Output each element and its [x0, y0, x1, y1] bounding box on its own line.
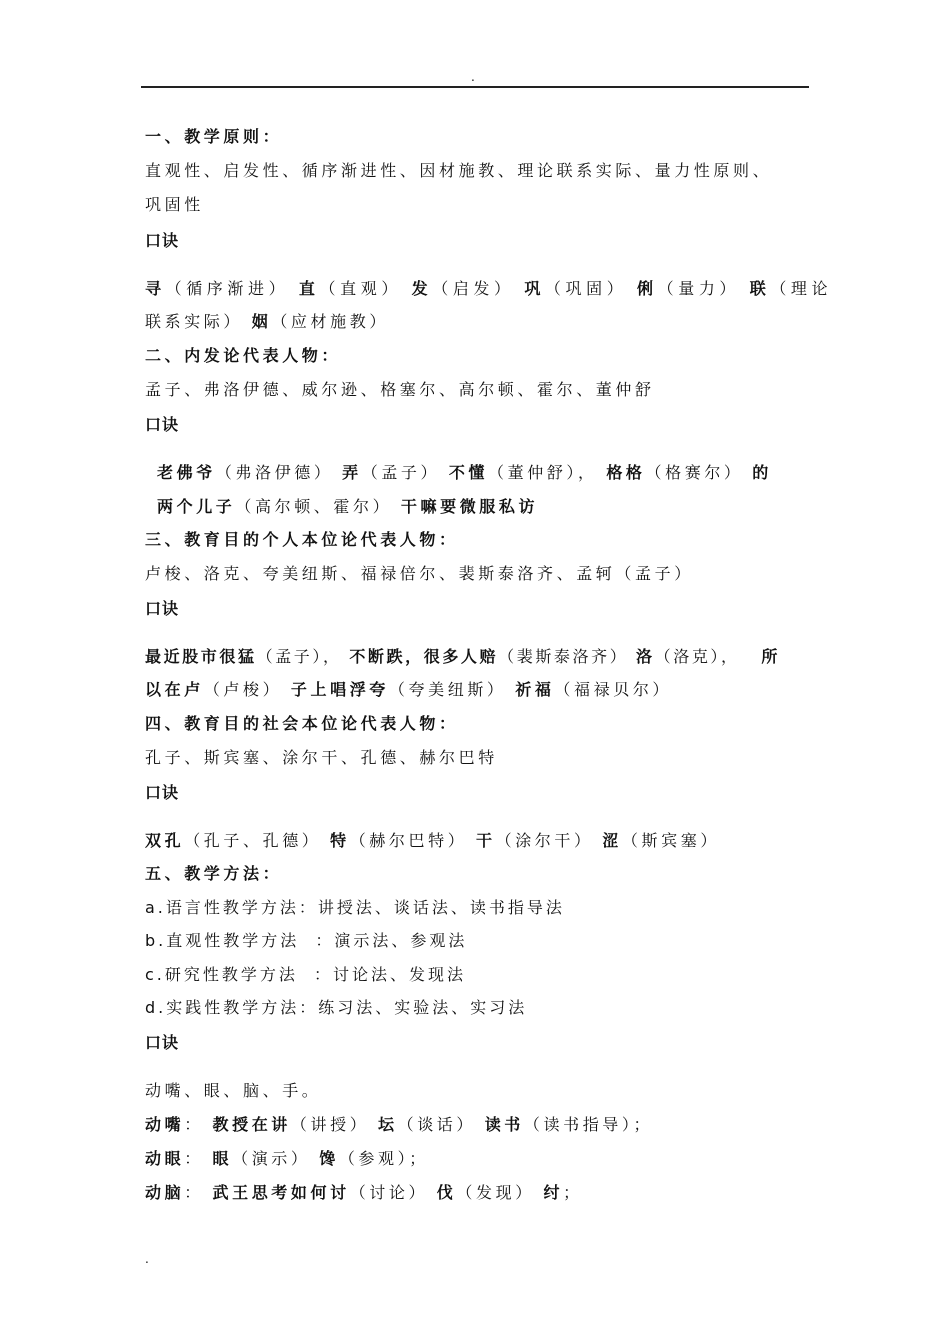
- section-1-title: 一、教学原则：: [145, 127, 283, 146]
- mn-key: 格格: [606, 463, 646, 482]
- mn-key: 洛: [636, 647, 655, 666]
- section-3-mnemonic-line-1: [145, 647, 780, 667]
- mn-note: （卢梭）: [203, 680, 283, 699]
- mn-note: （直观）: [319, 279, 402, 298]
- mn-note: （高尔顿、霍尔）: [235, 497, 393, 516]
- mn-note: （洛克），: [654, 647, 740, 666]
- mn-note: （格赛尔）: [645, 463, 744, 482]
- mn-key: 动脑: [145, 1183, 185, 1202]
- mn-note: （巩固）: [544, 279, 628, 298]
- method-a: a.语言性教学方法：讲授法、谈话法、读书指导法: [145, 898, 565, 917]
- mn-note: （读书指导）；: [523, 1115, 654, 1134]
- method-b: b.直观性教学方法 ：演示法、参观法: [145, 931, 468, 950]
- footer-dot: .: [145, 1252, 149, 1266]
- mn-key: 的: [752, 463, 772, 482]
- section-5-title: 五、教学方法：: [145, 864, 283, 883]
- mn-note: （应材施教）: [271, 312, 389, 331]
- mn-note: （涂尔干）: [495, 831, 594, 850]
- section-3-koujue: 口诀: [145, 599, 180, 618]
- mn-note: （演示）: [232, 1149, 311, 1168]
- method-d: d.实践性教学方法：练习法、实验法、实习法: [145, 998, 528, 1017]
- section-5-intro: 动嘴、眼、脑、手。: [145, 1081, 322, 1100]
- mn-note: （孟子）: [361, 463, 441, 482]
- mn-key: 纣: [543, 1183, 564, 1202]
- mn-key: 读书: [484, 1115, 524, 1134]
- mn-note: ：: [184, 1149, 204, 1168]
- mn-note: （弗洛伊德）: [215, 463, 334, 482]
- mn-key: 俐: [637, 279, 658, 298]
- mn-note: （量力）: [657, 279, 741, 298]
- mn-key: 武王思考如何讨: [212, 1183, 350, 1202]
- section-5-koujue: 口诀: [145, 1033, 180, 1052]
- mn-key: 巩: [524, 279, 545, 298]
- section-5-mnemonic-brain: [145, 1183, 583, 1203]
- header-dot: .: [471, 70, 475, 84]
- section-1-koujue: 口诀: [145, 231, 180, 250]
- mn-key: 以在卢: [145, 680, 204, 699]
- mn-note: （夸美纽斯）: [388, 680, 507, 699]
- mn-note: （讲授）: [290, 1115, 370, 1134]
- mn-key: 弄: [342, 463, 362, 482]
- mn-key: 干: [476, 831, 496, 850]
- mn-note: （斯宾塞）: [621, 831, 720, 850]
- mn-key: 动嘴: [145, 1115, 185, 1134]
- mn-key: 寻: [145, 279, 166, 298]
- mn-note: （谈话）: [397, 1115, 477, 1134]
- section-1-mnemonic-line-1: [145, 279, 832, 299]
- mn-key: 祈福: [515, 680, 555, 699]
- section-4-koujue: 口诀: [145, 783, 180, 802]
- header-rule: [141, 86, 809, 88]
- mn-key: 所: [761, 647, 780, 666]
- mn-note: 联系实际）: [145, 312, 244, 331]
- mn-key: 老佛爷: [157, 463, 216, 482]
- mn-key: 眼: [212, 1149, 233, 1168]
- mn-key: 双孔: [145, 831, 185, 850]
- mn-note: （董仲舒），: [488, 463, 598, 482]
- mn-key: 教授在讲: [212, 1115, 291, 1134]
- mn-note: ；: [563, 1183, 583, 1202]
- section-3-mnemonic-line-2: [145, 680, 672, 700]
- mn-note: （理论: [770, 279, 833, 298]
- mn-key: 最近股市很猛: [145, 647, 257, 666]
- mn-key: 发: [411, 279, 433, 298]
- mn-key: 两个儿子: [157, 497, 236, 516]
- section-1-text: 直观性、启发性、循序渐进性、因材施教、理论联系实际、量力性原则、: [145, 161, 773, 180]
- mn-key: 联: [749, 279, 771, 298]
- mn-note: （福禄贝尔）: [554, 680, 673, 699]
- mn-key: 干嘛要微服私访: [400, 497, 539, 516]
- section-1-mnemonic-line-2: [145, 312, 389, 332]
- mn-key: 坛: [378, 1115, 398, 1134]
- section-2-mnemonic-line-1: [157, 463, 772, 483]
- section-4-text: 孔子、斯宾塞、涂尔干、孔德、赫尔巴特: [145, 748, 498, 767]
- mn-note: （赫尔巴特）: [349, 831, 468, 850]
- section-1-text-cont: 巩固性: [145, 195, 204, 214]
- mn-note: （启发）: [432, 279, 515, 298]
- mn-note: （孔子、孔德）: [184, 831, 322, 850]
- mn-key: 不断跌，很多人赔: [349, 647, 499, 666]
- method-c: c.研究性教学方法 ：讨论法、发现法: [145, 965, 467, 984]
- mn-key: 不懂: [448, 463, 489, 482]
- mn-note: （孟子），: [256, 647, 342, 666]
- mn-note: ：: [184, 1115, 204, 1134]
- section-3-title: 三、教育目的个人本位论代表人物：: [145, 530, 459, 549]
- section-2-text: 孟子、弗洛伊德、威尔逊、格塞尔、高尔顿、霍尔、董仲舒: [145, 380, 655, 399]
- section-2-koujue: 口诀: [145, 415, 180, 434]
- mn-note: （发现）: [456, 1183, 535, 1202]
- mn-key: 特: [330, 831, 350, 850]
- mn-key: 动眼: [145, 1149, 185, 1168]
- mn-key: 子上唱浮夸: [290, 680, 389, 699]
- mn-note: （裴斯泰洛齐）: [498, 647, 629, 666]
- section-3-text: 卢梭、洛克、夸美纽斯、福禄倍尔、裴斯泰洛齐、孟轲（孟子）: [145, 564, 694, 583]
- mn-key: 馋: [319, 1149, 339, 1168]
- mn-key: 姻: [251, 312, 272, 331]
- mn-note: ：: [184, 1183, 204, 1202]
- section-2-title: 二、内发论代表人物：: [145, 346, 342, 365]
- section-4-title: 四、教育目的社会本位论代表人物：: [145, 714, 459, 733]
- section-5-mnemonic-eye: [145, 1149, 429, 1169]
- mn-note: （参观）；: [338, 1149, 429, 1168]
- section-2-mnemonic-line-2: [157, 497, 538, 517]
- mn-key: 涩: [602, 831, 622, 850]
- section-4-mnemonic-line-1: [145, 831, 720, 851]
- mn-key: 直: [298, 279, 320, 298]
- section-5-mnemonic-mouth: [145, 1115, 653, 1135]
- mn-note: （讨论）: [349, 1183, 429, 1202]
- mn-key: 伐: [436, 1183, 457, 1202]
- mn-note: （循序渐进）: [165, 279, 290, 298]
